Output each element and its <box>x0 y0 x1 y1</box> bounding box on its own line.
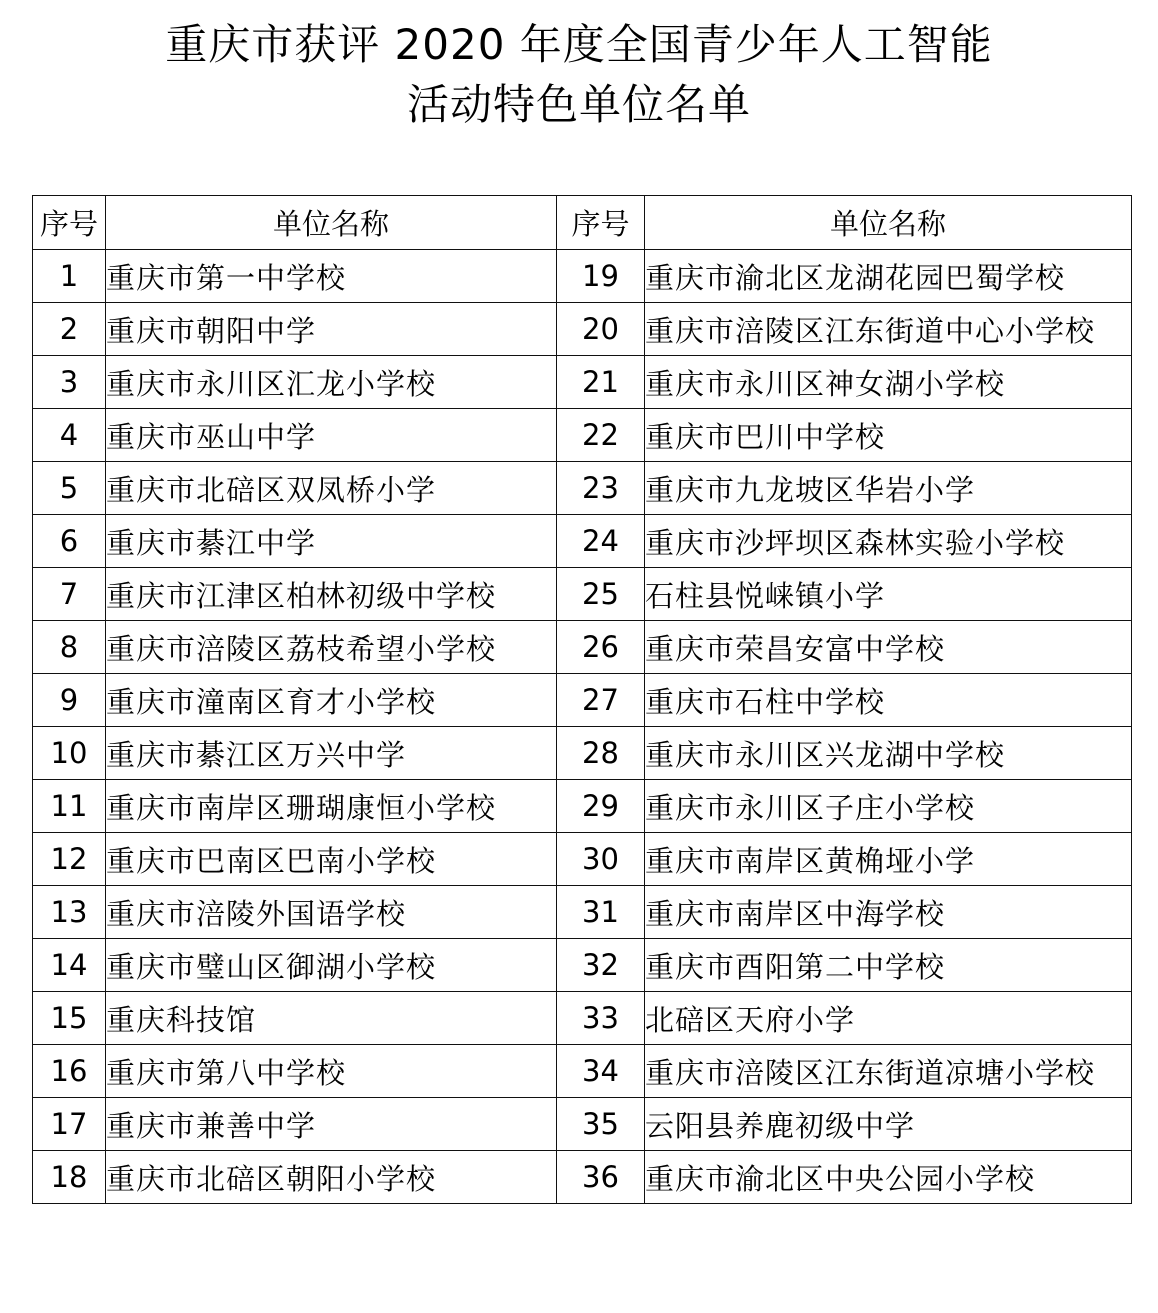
unit-name-left: 重庆市綦江中学 <box>106 515 557 568</box>
serial-number-right: 34 <box>557 1045 645 1098</box>
serial-number-right: 23 <box>557 462 645 515</box>
table-row <box>33 727 1132 780</box>
table-row <box>33 250 1132 303</box>
table-header-row <box>33 196 1132 250</box>
serial-number-left: 8 <box>33 621 106 674</box>
serial-number-left: 4 <box>33 409 106 462</box>
header-serial-left: 序号 <box>33 196 106 250</box>
table-body <box>33 250 1132 1204</box>
serial-number-right: 28 <box>557 727 645 780</box>
unit-name-left: 重庆市綦江区万兴中学 <box>106 727 557 780</box>
unit-name-right: 重庆市永川区子庄小学校 <box>645 780 1132 833</box>
table-row <box>33 515 1132 568</box>
table-row <box>33 1098 1132 1151</box>
unit-name-left: 重庆市涪陵区荔枝希望小学校 <box>106 621 557 674</box>
unit-name-right: 重庆市渝北区龙湖花园巴蜀学校 <box>645 250 1132 303</box>
serial-number-left: 14 <box>33 939 106 992</box>
serial-number-left: 9 <box>33 674 106 727</box>
serial-number-right: 24 <box>557 515 645 568</box>
unit-name-right: 重庆市酉阳第二中学校 <box>645 939 1132 992</box>
table-row <box>33 939 1132 992</box>
serial-number-left: 5 <box>33 462 106 515</box>
unit-name-left: 重庆科技馆 <box>106 992 557 1045</box>
serial-number-right: 31 <box>557 886 645 939</box>
serial-number-right: 19 <box>557 250 645 303</box>
serial-number-right: 26 <box>557 621 645 674</box>
unit-name-left: 重庆市巴南区巴南小学校 <box>106 833 557 886</box>
unit-name-left: 重庆市第八中学校 <box>106 1045 557 1098</box>
table-row <box>33 356 1132 409</box>
serial-number-right: 29 <box>557 780 645 833</box>
serial-number-right: 36 <box>557 1151 645 1204</box>
serial-number-left: 13 <box>33 886 106 939</box>
unit-name-left: 重庆市潼南区育才小学校 <box>106 674 557 727</box>
serial-number-left: 16 <box>33 1045 106 1098</box>
table-row <box>33 621 1132 674</box>
document-title-line-1: 重庆市获评 2020 年度全国青少年人工智能 <box>165 20 993 69</box>
unit-name-right: 重庆市荣昌安富中学校 <box>645 621 1132 674</box>
table-row <box>33 303 1132 356</box>
unit-name-left: 重庆市北碚区双凤桥小学 <box>106 462 557 515</box>
unit-name-left: 重庆市璧山区御湖小学校 <box>106 939 557 992</box>
unit-name-right: 重庆市渝北区中央公园小学校 <box>645 1151 1132 1204</box>
unit-name-right: 重庆市石柱中学校 <box>645 674 1132 727</box>
table-row <box>33 780 1132 833</box>
unit-name-left: 重庆市第一中学校 <box>106 250 557 303</box>
unit-name-left: 重庆市永川区汇龙小学校 <box>106 356 557 409</box>
serial-number-left: 18 <box>33 1151 106 1204</box>
table-row <box>33 674 1132 727</box>
unit-name-right: 北碚区天府小学 <box>645 992 1132 1045</box>
serial-number-right: 21 <box>557 356 645 409</box>
serial-number-right: 30 <box>557 833 645 886</box>
table-row <box>33 992 1132 1045</box>
table-row <box>33 833 1132 886</box>
unit-name-left: 重庆市兼善中学 <box>106 1098 557 1151</box>
serial-number-right: 35 <box>557 1098 645 1151</box>
unit-name-right: 重庆市南岸区黄桷垭小学 <box>645 833 1132 886</box>
serial-number-left: 1 <box>33 250 106 303</box>
unit-name-right: 重庆市沙坪坝区森林实验小学校 <box>645 515 1132 568</box>
header-serial-right: 序号 <box>557 196 645 250</box>
serial-number-left: 7 <box>33 568 106 621</box>
document-title-line-2: 活动特色单位名单 <box>406 80 751 129</box>
serial-number-right: 25 <box>557 568 645 621</box>
unit-name-right: 重庆市九龙坡区华岩小学 <box>645 462 1132 515</box>
serial-number-right: 27 <box>557 674 645 727</box>
unit-name-left: 重庆市涪陵外国语学校 <box>106 886 557 939</box>
serial-number-left: 2 <box>33 303 106 356</box>
unit-name-right: 重庆市永川区兴龙湖中学校 <box>645 727 1132 780</box>
unit-name-right: 云阳县养鹿初级中学 <box>645 1098 1132 1151</box>
unit-name-left: 重庆市北碚区朝阳小学校 <box>106 1151 557 1204</box>
serial-number-left: 11 <box>33 780 106 833</box>
serial-number-right: 32 <box>557 939 645 992</box>
unit-name-right: 重庆市南岸区中海学校 <box>645 886 1132 939</box>
unit-name-left: 重庆市朝阳中学 <box>106 303 557 356</box>
unit-name-right: 石柱县悦崃镇小学 <box>645 568 1132 621</box>
serial-number-left: 15 <box>33 992 106 1045</box>
unit-name-left: 重庆市江津区柏林初级中学校 <box>106 568 557 621</box>
unit-name-right: 重庆市涪陵区江东街道中心小学校 <box>645 303 1132 356</box>
header-unit-name-right: 单位名称 <box>645 196 1132 250</box>
table-row <box>33 886 1132 939</box>
awarded-units-table <box>32 195 1132 1204</box>
serial-number-left: 10 <box>33 727 106 780</box>
unit-name-right: 重庆市巴川中学校 <box>645 409 1132 462</box>
table-row <box>33 568 1132 621</box>
table-row <box>33 1045 1132 1098</box>
serial-number-left: 3 <box>33 356 106 409</box>
table-row <box>33 462 1132 515</box>
table-row <box>33 409 1132 462</box>
serial-number-left: 6 <box>33 515 106 568</box>
serial-number-right: 22 <box>557 409 645 462</box>
serial-number-right: 20 <box>557 303 645 356</box>
table-row <box>33 1151 1132 1204</box>
serial-number-left: 17 <box>33 1098 106 1151</box>
unit-name-right: 重庆市永川区神女湖小学校 <box>645 356 1132 409</box>
unit-name-left: 重庆市巫山中学 <box>106 409 557 462</box>
serial-number-left: 12 <box>33 833 106 886</box>
serial-number-right: 33 <box>557 992 645 1045</box>
unit-name-right: 重庆市涪陵区江东街道凉塘小学校 <box>645 1045 1132 1098</box>
unit-name-left: 重庆市南岸区珊瑚康恒小学校 <box>106 780 557 833</box>
header-unit-name-left: 单位名称 <box>106 196 557 250</box>
